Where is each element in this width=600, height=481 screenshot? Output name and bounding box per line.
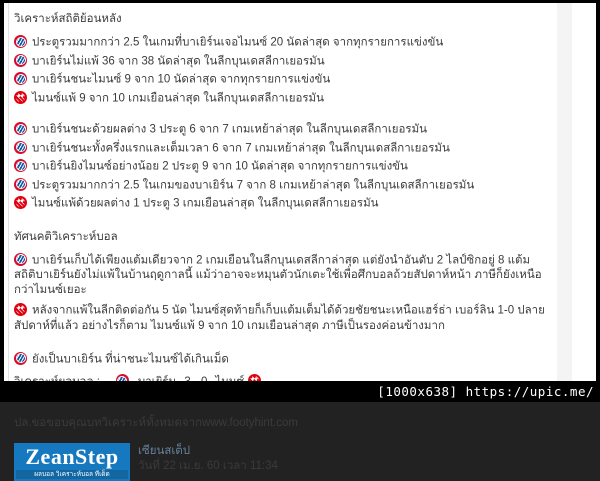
author-link[interactable]: เซียนสเต็ป: [138, 444, 191, 457]
stat-text: บาเยิร์นชนะด้วยผลต่าง 3 ประตู 6 จาก 7 เกมเหย้าล่าสุด ในลีกบุนเดสลีกาเยอรมัน: [32, 123, 428, 136]
stat-bullet: [14, 54, 550, 70]
bayern-munich-icon: [14, 178, 27, 191]
mainz-05-icon: [14, 196, 27, 209]
bayern-munich-icon: [14, 72, 27, 85]
section-heading-stats: วิเคราะห์สถิติย้อนหลัง: [14, 13, 122, 25]
post-date: วันที่ 22 เม.ย. 60 เวลา 11:34: [138, 459, 278, 472]
bayern-munich-icon: [14, 141, 27, 154]
bayern-munich-icon: [14, 35, 27, 48]
zeanstep-logo: [14, 443, 130, 481]
opinion-paragraph: [14, 253, 550, 299]
stat-text: ไมนซ์แพ้ 9 จาก 10 เกมเยือนล่าสุด ในลีกบุนเดสลีกาเยอรมัน: [32, 92, 324, 104]
stat-bullet: [14, 141, 550, 157]
signature-meta: [138, 443, 278, 474]
stat-text: บาเยิร์นไม่แพ้ 36 จาก 38 นัดล่าสุด ในลีกบุนเดสลีกาเยอรมัน: [32, 55, 325, 67]
mainz-05-icon: [14, 303, 27, 316]
post-content: [4, 3, 596, 481]
bayern-munich-icon: [14, 159, 27, 172]
section-heading-opinion: ทัศนคติวิเคราะห์บอล: [14, 230, 118, 243]
stat-bullet: [14, 159, 550, 175]
bayern-munich-icon: [14, 122, 27, 135]
conclusion-text: ยังเป็นบาเยิร์น ที่น่าชนะไมนซ์ได้เกินเม็ด: [32, 353, 229, 365]
opinion-text: หลังจากแพ้ในลีกติดต่อกัน 5 นัด ไมนซ์สุดท้ายก็เก็บแต้มเต็มได้ด้วยชัยชนะเหนือแฮร์ธ่า เบอร์ลิน 1-0 ปลายสัปดาห์ที่แล้ว อย่างไรก็ตาม ไมนซ์แพ้ 9 จาก 10 เกมเยือนล่าสุด ภาษีเป็นรองค่อนข้างมาก: [14, 304, 545, 332]
stat-text: บาเยิร์นชนะไมนซ์ 9 จาก 10 นัดล่าสุด จากทุกรายการแข่งขัน: [32, 73, 331, 86]
bayern-munich-icon: [14, 253, 27, 266]
stat-text: ประตูรวมมากกว่า 2.5 ในเกมของบาเยิร์น 7 จาก 8 เกมเหย้าล่าสุด ในลีกบุนเดสลีกาเยอรมัน: [32, 179, 475, 191]
mainz-05-icon: [14, 91, 27, 104]
opinion-paragraph: [14, 303, 550, 334]
bayern-munich-icon: [14, 54, 27, 67]
stat-text: บาเยิร์นชนะทั้งครึ่งแรกและเต็มเวลา 6 จาก 7 เกมเหย้าล่าสุด ในลีกบุนเดสลีกาเยอรมัน: [32, 142, 450, 154]
stat-bullet: [14, 35, 550, 51]
watermark-bar: [0, 381, 600, 402]
stat-text: ประตูรวมมากกว่า 2.5 ในเกมที่บาเยิร์นเจอไมนซ์ 20 นัดล่าสุด จากทุกรายการแข่งขัน: [32, 36, 444, 49]
stat-bullet: [14, 72, 550, 88]
stat-bullet: [14, 196, 550, 212]
stat-bullet: [14, 178, 550, 194]
section-gap: [14, 109, 550, 122]
zeanstep-logo-title: ZeanStep: [25, 443, 119, 469]
upic-watermark: [1000x638] https://upic.me/: [377, 384, 594, 399]
section-gap: [14, 339, 550, 352]
stat-text: ไมนซ์แพ้ด้วยผลต่าง 1 ประตู 3 เกมเยือนล่าสุด ในลีกบุนเดสลีกาเยอรมัน: [32, 197, 379, 210]
stat-text: บาเยิร์นยิงไมนซ์อย่างน้อย 2 ประตู 9 จาก 10 นัดล่าสุด จากทุกรายการแข่งขัน: [32, 160, 408, 173]
zeanstep-logo-subtitle: ผลบอล วิเคราะห์บอล ทีเด็ด: [16, 470, 128, 479]
bayern-munich-icon: [14, 352, 27, 365]
conclusion-line: [14, 352, 550, 368]
section-gap: [14, 215, 550, 228]
post-signature: [14, 443, 550, 481]
credit-note: ปล.ขอขอบคุณบทวิเคราะห์ทั้งหมดจากwww.footyhint.com: [14, 416, 298, 429]
stat-bullet: [14, 91, 550, 107]
opinion-text: บาเยิร์นเก็บได้เพียงแต้มเดียวจาก 2 เกมเยือนในลีกบุนเดสลีกาล่าสุด แต่ยังนำอันดับ 2 ไลป์ซิกอยู่ 8 แต้ม สถิติบาเยิร์นยังไม่แพ้ในบ้านฤดูกาลนี้ แม้ว่าอาจจะหมุนตัวนักเตะใช้เพื่อศึกบอลถ้วยสัปดาห์หน้า ภาษีก็ยังเหนือกว่าไมนซ์เยอะ: [14, 254, 542, 296]
stat-bullet: [14, 122, 550, 138]
